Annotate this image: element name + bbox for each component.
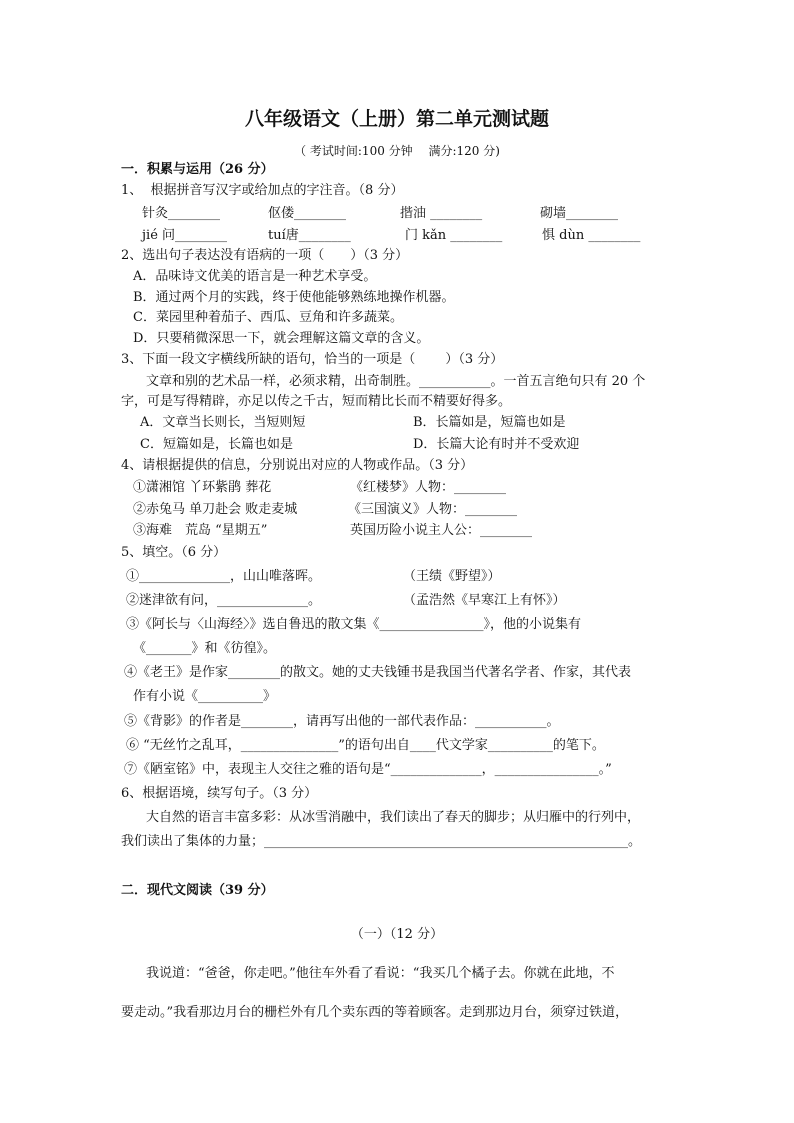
- q5-line: ⑦《陋室铭》中，表现主人交往之雅的语句是“______________，________________。”: [124, 762, 612, 777]
- exam-info: （ 考试时间:100 分钟 满分:120 分): [294, 144, 500, 158]
- part1-heading: 一．积累与运用（26 分）: [121, 162, 274, 177]
- q3-option-c: C．短篇如是，长篇也如是: [140, 437, 293, 452]
- page-title: 八年级语文（上册）第二单元测试题: [244, 108, 549, 130]
- section-heading: （一）（12 分）: [350, 927, 444, 942]
- reading-paragraph: 要走动。”我看那边月台的栅栏外有几个卖东西的等着顾客。走到那边月台，须穿过铁道，: [121, 1005, 629, 1020]
- q5-line: ⑤《背影》的作者是________，请再写出他的一部代表作品：___________。: [124, 714, 560, 729]
- q1-item: 针灸________: [142, 206, 221, 221]
- q3-stem: 3、下面一段文字横线所缺的语句，恰当的一项是（ ）（3 分）: [121, 352, 504, 367]
- q3-option-d: D．长篇大论有时并不受欢迎: [413, 437, 580, 452]
- q6-stem: 6、根据语境，续写句子。（3 分）: [121, 786, 318, 801]
- q5-stem: 5、填空。（6 分）: [121, 545, 227, 560]
- q1-item: 揩油 ________: [400, 206, 483, 221]
- q3-option-a: A．文章当长则长，当短则短: [140, 415, 306, 430]
- q1-item: 砌墙________: [540, 206, 619, 221]
- q5-line: ④《老王》是作家________的散文。她的丈夫钱锺书是我国当代著名学者、作家，其代表: [124, 665, 632, 680]
- q5-line: 《_______》和《彷徨》。: [133, 641, 277, 656]
- q6-prompt: 我们读出了集体的力量；________________________________________________________。: [121, 834, 642, 849]
- q3-passage: 字，可是写得精辟，亦足以传之千古，短而精比长而不精要好得多。: [121, 394, 512, 409]
- q5-line: ③《阿长与〈山海经〉》选自鲁迅的散文集《________________》，他的小说集有: [126, 617, 582, 632]
- part2-heading: 二．现代文阅读（39 分）: [121, 883, 274, 898]
- q1-item: 惧 dùn ________: [542, 228, 641, 243]
- q2-stem: 2、选出句子表达没有语病的一项（ ）（3 分）: [121, 248, 409, 263]
- q4-answer: 《红楼梦》人物：________: [350, 480, 507, 495]
- q1-item: 伛偻________: [268, 206, 347, 221]
- q3-option-b: B．长篇如是，短篇也如是: [413, 415, 566, 430]
- q4-answer: 《三国演义》人物：________: [348, 502, 518, 517]
- q1-stem: 1、 根据拼音写汉字或给加点的字注音。（8 分）: [121, 183, 404, 198]
- q2-option-d: D．只要稍微深思一下，就会理解这篇文章的含义。: [133, 331, 430, 346]
- q5-source: （王绩《野望》）: [403, 569, 501, 584]
- q1-item: tuí唐________: [268, 228, 351, 243]
- q5-line: ①______________，山山唯落晖。: [126, 569, 322, 584]
- q2-option-b: B．通过两个月的实践，终于使他能够熟练地操作机器。: [133, 290, 455, 305]
- q4-stem: 4、请根据提供的信息，分别说出对应的人物或作品。（3 分）: [121, 458, 474, 473]
- q6-prompt: 大自然的语言丰富多彩：从冰雪消融中，我们读出了春天的脚步；从归雁中的行列中，: [146, 810, 641, 825]
- q3-passage: 文章和别的艺术品一样，必须求精，出奇制胜。___________。一首五言绝句只有 20 个: [146, 374, 646, 389]
- q4-clue: ①潇湘馆 丫环紫鹃 葬花: [133, 480, 272, 495]
- q5-line: ②迷津欲有问，______________。: [126, 593, 322, 608]
- q2-option-a: A．品味诗文优美的语言是一种艺术享受。: [133, 269, 377, 284]
- q5-line: ⑥ “无丝竹之乱耳，_______________”的语句出自____代文学家__________的笔下。: [126, 738, 605, 753]
- q4-clue: ②赤兔马 单刀赴会 败走麦城: [133, 502, 298, 517]
- reading-paragraph: 我说道：“爸爸，你走吧。”他往车外看了看说：“我买几个橘子去。你就在此地，不: [146, 966, 615, 981]
- q5-line: 作有小说《__________》: [133, 689, 277, 704]
- q4-answer: 英国历险小说主人公：________: [350, 523, 533, 538]
- q1-item: 门 kǎn ________: [405, 228, 503, 243]
- q2-option-c: C．菜园里种着茄子、西瓜、豆角和许多蔬菜。: [133, 310, 403, 325]
- q1-item: jié 问________: [142, 228, 228, 243]
- q4-clue: ③海难 荒岛 “星期五”: [133, 523, 268, 538]
- q5-source: （孟浩然《早寒江上有怀》）: [403, 593, 566, 608]
